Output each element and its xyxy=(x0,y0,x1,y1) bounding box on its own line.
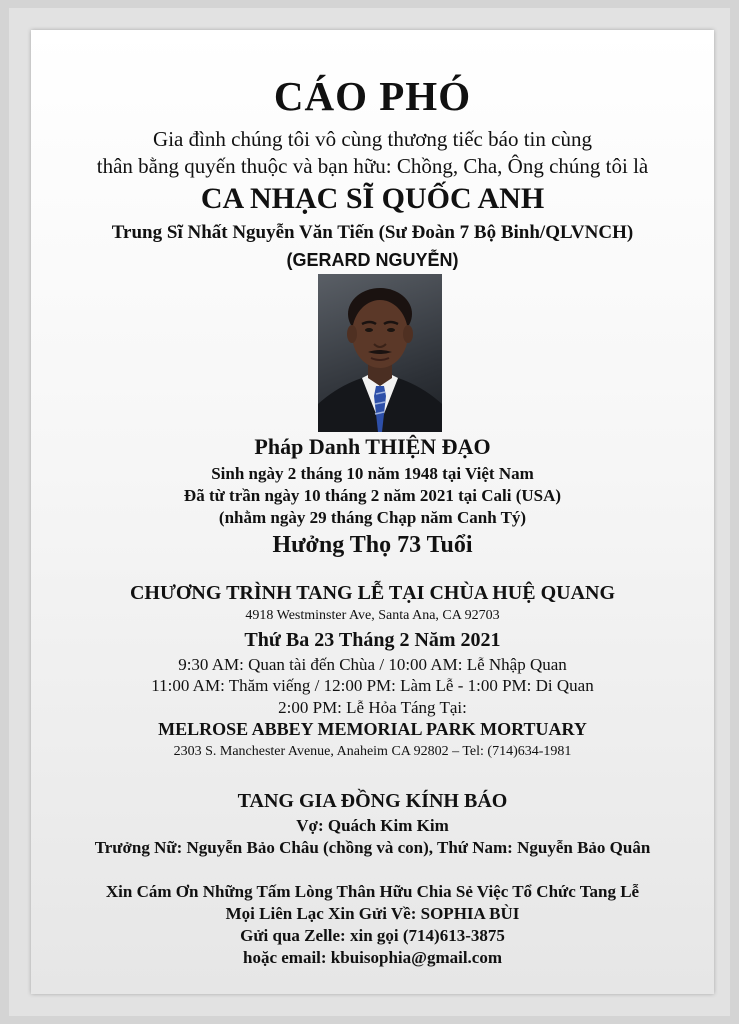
deceased-alias: (GERARD NGUYỄN) xyxy=(286,250,459,270)
schedule-line-3: 2:00 PM: Lễ Hỏa Táng Tại: xyxy=(278,698,467,717)
thanks-message: Xin Cám Ơn Những Tấm Lòng Thân Hữu Chia Sẻ Việc Tổ Chức Tang Lễ xyxy=(105,882,640,901)
age-at-death: Hưởng Thọ 73 Tuổi xyxy=(272,532,473,558)
mortuary-name: MELROSE ABBEY MEMORIAL PARK MORTUARY xyxy=(158,719,587,739)
program-heading: CHƯƠNG TRÌNH TANG LỄ TẠI CHÙA HUỆ QUANG xyxy=(129,582,616,604)
zelle-contact: Gửi qua Zelle: xin gọi (714)613-3875 xyxy=(240,926,505,945)
mortuary-address: 2303 S. Manchester Avenue, Anaheim CA 92802 – Tel: (714)634-1981 xyxy=(173,744,572,759)
intro-line-1: Gia đình chúng tôi vô cùng thương tiếc báo tin cùng xyxy=(153,127,592,151)
page-frame xyxy=(9,8,730,1016)
lunar-date: (nhằm ngày 29 tháng Chạp năm Canh Tý) xyxy=(218,508,527,527)
contact-email: hoặc email: kbuisophia@gmail.com xyxy=(242,948,503,967)
dharma-name: Pháp Danh THIỆN ĐẠO xyxy=(254,434,491,459)
death-date: Đã từ trần ngày 10 tháng 2 năm 2021 tại Cali (USA) xyxy=(183,486,562,505)
family-wife: Vợ: Quách Kim Kim xyxy=(296,816,449,835)
contact-person: Mọi Liên Lạc Xin Gửi Về: SOPHIA BÙI xyxy=(225,904,520,923)
service-date: Thứ Ba 23 Tháng 2 Năm 2021 xyxy=(244,629,501,651)
notice-title: CÁO PHÓ xyxy=(273,73,472,119)
schedule-line-2: 11:00 AM: Thăm viếng / 12:00 PM: Làm Lễ - 1:00 PM: Di Quan xyxy=(151,676,594,695)
family-children: Trưởng Nữ: Nguyễn Bảo Châu (chồng và con), Thứ Nam: Nguyễn Bảo Quân xyxy=(94,838,651,857)
intro-line-2: thân bằng quyến thuộc và bạn hữu: Chồng, Cha, Ông chúng tôi là xyxy=(96,154,649,178)
schedule-line-1: 9:30 AM: Quan tài đến Chùa / 10:00 AM: Lễ Nhập Quan xyxy=(178,655,567,674)
birth-date: Sinh ngày 2 tháng 10 năm 1948 tại Việt Nam xyxy=(211,464,534,483)
deceased-rank: Trung Sĩ Nhất Nguyễn Văn Tiến (Sư Đoàn 7 Bộ Binh/QLVNCH) xyxy=(111,222,634,243)
temple-address: 4918 Westminster Ave, Santa Ana, CA 92703 xyxy=(245,608,500,623)
obituary-notice xyxy=(31,30,714,994)
deceased-name: CA NHẠC SĨ QUỐC ANH xyxy=(200,182,545,215)
portrait-illustration xyxy=(318,274,442,432)
portrait-photo xyxy=(318,274,442,432)
family-heading: TANG GIA ĐỒNG KÍNH BÁO xyxy=(237,790,508,812)
